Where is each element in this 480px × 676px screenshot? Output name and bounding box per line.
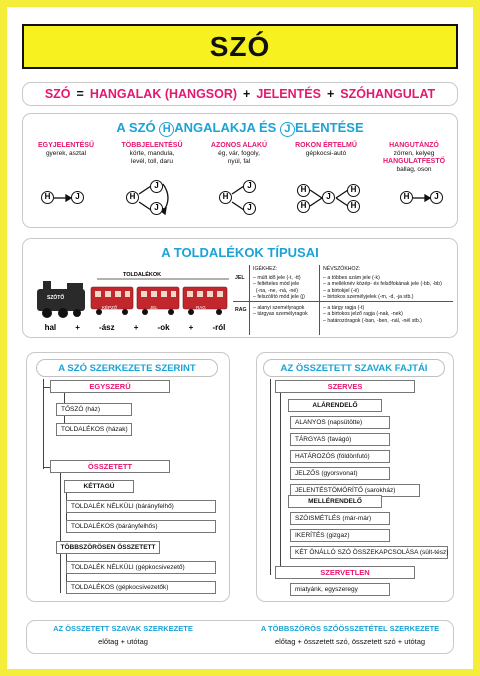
list-item: – a melléknév közép- és felsőfokának jele (-bb, -bb) bbox=[323, 281, 442, 288]
column-head: HANGULATFESTŐ bbox=[382, 158, 446, 165]
node-kettagu-1: TOLDALÉK NÉLKÜLI (bárányfelhő) bbox=[66, 500, 216, 513]
list-item: (-na, -ne, -ná, -né) bbox=[253, 287, 298, 294]
column-head: TÖBBJELENTÉSŰ bbox=[121, 142, 183, 149]
row-item: hal bbox=[44, 323, 57, 332]
node-jelzos: JELZŐS (gyorsvonat) bbox=[290, 467, 390, 480]
column-text: körte, mandula, levél, toll, daru bbox=[129, 150, 175, 165]
bottom-right-text: előtag + összetett szó, összetett szó + utótag bbox=[274, 637, 426, 646]
list-item: – múlt idő jele (-t, -tt) bbox=[253, 275, 301, 281]
node-alarendelo: ALÁRENDELŐ bbox=[288, 399, 382, 412]
column-text: ballag, oson bbox=[396, 166, 432, 173]
row-item: + bbox=[75, 323, 80, 332]
column-text: zörren, kelyeg bbox=[393, 150, 435, 157]
formula-term: SZÓHANGULAT bbox=[340, 87, 436, 101]
h-letter-icon: H bbox=[297, 200, 310, 213]
ring-letter-h: H bbox=[159, 122, 174, 137]
bottom-left-title: AZ ÖSSZETETT SZAVAK SZERKEZETE bbox=[53, 624, 193, 633]
list-item: – felszólító mód jele (j) bbox=[253, 294, 305, 301]
list-item: – a többes szám jele (-k) bbox=[323, 275, 380, 281]
h-letter-icon: H bbox=[347, 184, 360, 197]
table-divider bbox=[233, 301, 453, 302]
formula-term: SZÓ bbox=[44, 87, 71, 101]
formula-bar bbox=[22, 82, 458, 106]
engine-label: SZÓTŐ bbox=[47, 295, 65, 301]
list-item: – alanyi személyragok bbox=[253, 305, 305, 311]
column-azonos-alaku bbox=[199, 142, 279, 166]
col-igekhez: IGÉKHEZ: bbox=[253, 266, 278, 272]
column-hangutanzo bbox=[373, 142, 455, 174]
node-szoismetles: SZÓISMÉTLÉS (már-már) bbox=[290, 512, 390, 525]
j-letter-icon: J bbox=[243, 202, 256, 215]
column-head: EGYJELENTÉSŰ bbox=[37, 142, 94, 149]
table-divider bbox=[319, 265, 320, 335]
section-title: A TOLDALÉKOK TÍPUSAI bbox=[161, 245, 319, 260]
column-rokon-ertelmu bbox=[283, 142, 369, 158]
column-text: gyerek, asztal bbox=[45, 150, 87, 157]
car-label: JEL bbox=[150, 305, 158, 310]
row-item: + bbox=[188, 323, 194, 332]
node-mellerendelo: MELLÉRENDELŐ bbox=[288, 495, 382, 508]
hj-diagrams bbox=[23, 176, 459, 226]
formula-op: = bbox=[76, 87, 84, 101]
j-letter-icon: J bbox=[71, 191, 84, 204]
column-head: HANGUTÁNZÓ bbox=[389, 142, 439, 149]
column-text: ég, vár, fogoly, nyúl, fal bbox=[218, 150, 260, 165]
j-letter-icon: J bbox=[243, 180, 256, 193]
j-letter-icon: J bbox=[430, 191, 443, 204]
j-letter-icon: J bbox=[150, 180, 163, 193]
node-tobbszoros-1: TOLDALÉK NÉLKÜLI (gépkocsivezető) bbox=[66, 561, 216, 574]
node-ikerites: IKERÍTÉS (gizgaz) bbox=[290, 529, 390, 542]
j-letter-icon: J bbox=[150, 202, 163, 215]
h-letter-icon: H bbox=[400, 191, 413, 204]
list-item: – feltételes mód jele bbox=[253, 281, 300, 288]
node-hatarozos: HATÁROZÓS (földönfutó) bbox=[290, 450, 390, 463]
h-letter-icon: H bbox=[219, 191, 232, 204]
list-item: – birtokos személyjelek (-m, -d, -ja stb.) bbox=[323, 294, 414, 301]
igek-rag-list bbox=[253, 305, 319, 318]
section-title bbox=[23, 120, 457, 137]
section-toldalekok bbox=[22, 238, 458, 338]
node-targyas: TÁRGYAS (favágó) bbox=[290, 433, 390, 446]
title-part: A SZÓ bbox=[116, 120, 156, 135]
node-kettagu-2: TOLDALÉKOS (bárányfelhős) bbox=[66, 520, 216, 533]
node-egyszeru: EGYSZERŰ bbox=[50, 380, 170, 393]
side-jel: JEL bbox=[235, 275, 245, 281]
list-item: – a tárgy ragja (-t) bbox=[323, 305, 365, 311]
column-tobbjelentesu bbox=[109, 142, 195, 166]
row-item: -ász bbox=[99, 323, 115, 332]
column-head: AZONOS ALAKÚ bbox=[210, 142, 268, 149]
row-item: -ok bbox=[157, 323, 170, 332]
suffix-row bbox=[35, 323, 235, 332]
h-letter-icon: H bbox=[126, 191, 139, 204]
formula-op: + bbox=[326, 87, 335, 101]
node-alanyos: ALANYOS (napsütötte) bbox=[290, 416, 390, 429]
node-toszo: TŐSZÓ (ház) bbox=[56, 403, 132, 416]
column-head: ROKON ÉRTELMŰ bbox=[295, 142, 357, 149]
title-part: ANGALAKJA ÉS bbox=[174, 120, 277, 135]
node-szerves: SZERVES bbox=[275, 380, 415, 393]
formula-op: + bbox=[243, 87, 251, 101]
formula-term: HANGALAK (HANGSOR) bbox=[89, 87, 238, 101]
car-label: RAG bbox=[196, 305, 206, 310]
title-part: ELENTÉSE bbox=[294, 120, 364, 135]
side-rag: RAG bbox=[235, 307, 247, 313]
list-item: – a birtokjel (-é) bbox=[323, 287, 360, 294]
table-divider bbox=[249, 265, 250, 335]
column-egyjelentesu bbox=[27, 142, 105, 158]
j-letter-icon: J bbox=[322, 191, 335, 204]
section-hangalak-jelentes bbox=[22, 113, 458, 228]
node-tobbszoros-2: TOLDALÉKOS (gépkocsivezetők) bbox=[66, 581, 216, 594]
nevsz-rag-list bbox=[323, 305, 457, 324]
section-title: A SZÓ SZERKEZETE SZERINT bbox=[36, 359, 218, 377]
column-text: gépkocsi-autó bbox=[305, 150, 347, 157]
row-item: -ról bbox=[212, 323, 226, 332]
ring-letter-j: J bbox=[280, 122, 295, 137]
node-szervetlen: SZERVETLEN bbox=[275, 566, 415, 579]
row-item: + bbox=[133, 323, 139, 332]
formula-term: JELENTÉS bbox=[256, 87, 321, 101]
h-letter-icon: H bbox=[297, 184, 310, 197]
node-ket-onallo: KÉT ÖNÁLLÓ SZÓ ÖSSZEKAPCSOLÁSA (sült-tész) bbox=[290, 546, 448, 559]
page-title: SZÓ bbox=[22, 24, 458, 69]
h-letter-icon: H bbox=[41, 191, 54, 204]
h-letter-icon: H bbox=[347, 200, 360, 213]
col-nevszokhoz: NÉVSZÓKHOZ: bbox=[323, 266, 361, 272]
list-item: – tárgyas személyragok bbox=[253, 311, 308, 318]
node-szervetlen-ex: miatyánk, egyszeregy bbox=[290, 583, 390, 596]
car-label: KÉPZŐ bbox=[102, 305, 118, 310]
nevsz-jel-list bbox=[323, 275, 457, 301]
list-item: – a birtokos jelző ragja (-nak, -nek) bbox=[323, 311, 403, 318]
node-jelentestomorito: JELENTÉSTÖMÖRÍTŐ (sarokház) bbox=[290, 484, 420, 497]
section-title: AZ ÖSSZETETT SZAVAK FAJTÁI bbox=[263, 359, 445, 377]
node-tobbszoros: TÖBBSZÖRÖSEN ÖSSZETETT bbox=[56, 541, 160, 554]
train-label: TOLDALÉKOK bbox=[123, 272, 162, 278]
igek-jel-list bbox=[253, 275, 319, 301]
bottom-right-title: A TÖBBSZÖRÖS SZÓÖSSZETÉTEL SZERKEZETE bbox=[260, 624, 440, 633]
bottom-left-text: előtag + utótag bbox=[98, 637, 148, 646]
node-toldalekos: TOLDALÉKOS (házak) bbox=[56, 423, 132, 436]
list-item: – határozóragok (-ban, -ben, -nál, -nél stb.) bbox=[323, 317, 422, 324]
node-osszetett: ÖSSZETETT bbox=[50, 460, 170, 473]
node-kettagu: KÉTTAGÚ bbox=[64, 480, 134, 493]
